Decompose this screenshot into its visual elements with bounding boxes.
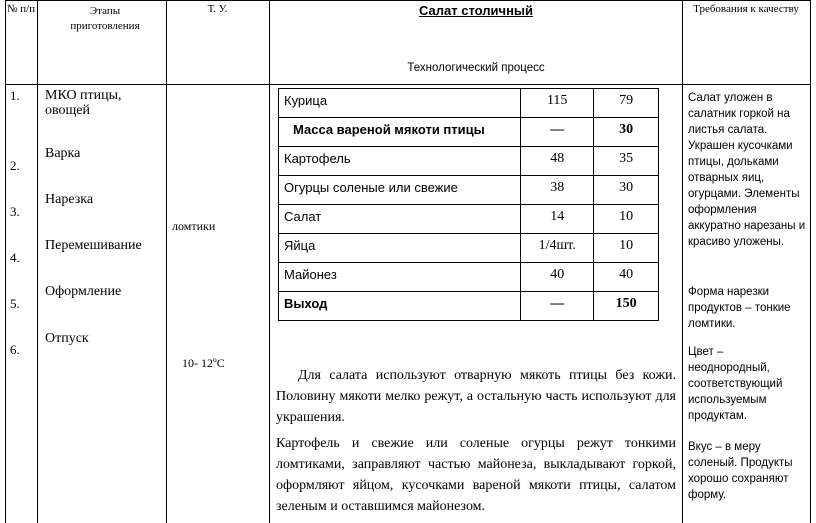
- ingredient-name: Курица: [279, 89, 521, 118]
- gross-weight: 48: [521, 147, 594, 176]
- ingredient-name: Картофель: [279, 147, 521, 176]
- grid-line: [5, 0, 6, 523]
- row-number: 4.: [10, 250, 20, 265]
- stage-item: Перемешивание: [45, 238, 142, 253]
- table-row: [279, 234, 659, 263]
- table-row: [279, 263, 659, 292]
- net-weight: 10: [594, 234, 659, 263]
- grid-line: [269, 0, 270, 523]
- gross-weight: 115: [521, 89, 594, 118]
- header-number: № п/п: [6, 3, 36, 15]
- net-weight: 30: [594, 118, 659, 147]
- table-row: [279, 292, 659, 321]
- requirement-text: Салат уложен в салатник горкой на листья салата. Украшен кусочками птицы, дольками отварных яиц, огурцами. Элементы оформления аккуратно нарезаны и красиво уложены.: [688, 92, 806, 248]
- table-row: [279, 147, 659, 176]
- gross-weight: 40: [521, 263, 594, 292]
- net-weight: 35: [594, 147, 659, 176]
- stage-item: Оформление: [45, 284, 122, 299]
- gross-weight: —: [521, 118, 594, 147]
- row-number: 3.: [10, 204, 20, 219]
- table-row: [279, 89, 659, 118]
- tu-temperature: 10- 12ºС: [182, 356, 225, 370]
- header-requirements: Требования к качеству: [693, 3, 799, 15]
- table-row: [279, 176, 659, 205]
- stage-item: Нарезка: [45, 192, 94, 207]
- stage-item: Варка: [45, 146, 81, 161]
- ingredients-table: [278, 88, 659, 321]
- gross-weight: 14: [521, 205, 594, 234]
- gross-weight: 38: [521, 176, 594, 205]
- ingredient-name: Майонез: [279, 263, 521, 292]
- ingredient-name: Масса вареной мякоти птицы: [279, 118, 521, 147]
- grid-line: [37, 0, 38, 523]
- requirement-text: Вкус – в меру соленый. Продукты хорошо сохраняют форму.: [688, 441, 793, 501]
- net-weight: 79: [594, 89, 659, 118]
- process-paragraph: Для салата используют отварную мякоть птицы без кожи. Половину мякоти мелко режут, а остальную часть используют для украшения.: [276, 368, 676, 425]
- gross-weight: —: [521, 292, 594, 321]
- ingredient-name: Выход: [279, 292, 521, 321]
- net-weight: 10: [594, 205, 659, 234]
- requirement-text: Форма нарезки продуктов – тонкие ломтики.: [688, 286, 791, 330]
- header-tu: Т. У.: [207, 3, 228, 15]
- tu-slices: ломтики: [172, 219, 216, 233]
- grid-line: [810, 0, 811, 523]
- row-number: 6.: [10, 342, 20, 357]
- ingredient-name: Огурцы соленые или свежие: [279, 176, 521, 205]
- net-weight: 30: [594, 176, 659, 205]
- stage-item: Отпуск: [45, 331, 89, 346]
- table-row: [279, 118, 659, 147]
- grid-line: [5, 84, 810, 85]
- grid-line: [166, 0, 167, 523]
- grid-line: [682, 0, 683, 523]
- row-number: 5.: [10, 296, 20, 311]
- requirement-text: Цвет – неоднородный, соответствующий используемым продуктам.: [688, 346, 783, 422]
- ingredient-name: Салат: [279, 205, 521, 234]
- net-weight: 150: [594, 292, 659, 321]
- row-number: 1.: [10, 88, 20, 103]
- net-weight: 40: [594, 263, 659, 292]
- gross-weight: 1/4шт.: [521, 234, 594, 263]
- page-title: Салат столичный: [418, 3, 534, 18]
- process-paragraph: Картофель и свежие или соленые огурцы режут тонкими ломтиками, заправляют частью майонеза, выкладывают горкой, оформляют яйцом, кусочками вареной мякоти птицы, салатом зеленым и оставшимся майонезом.: [276, 436, 676, 514]
- header-subtitle: Технологический процесс: [407, 62, 545, 74]
- header-stages: Этапы приготовления: [70, 5, 140, 32]
- grid-line: [5, 0, 810, 1]
- row-number: 2.: [10, 158, 20, 173]
- table-row: [279, 205, 659, 234]
- stage-item: МКО птицы, овощей: [45, 88, 122, 118]
- ingredient-name: Яйца: [279, 234, 521, 263]
